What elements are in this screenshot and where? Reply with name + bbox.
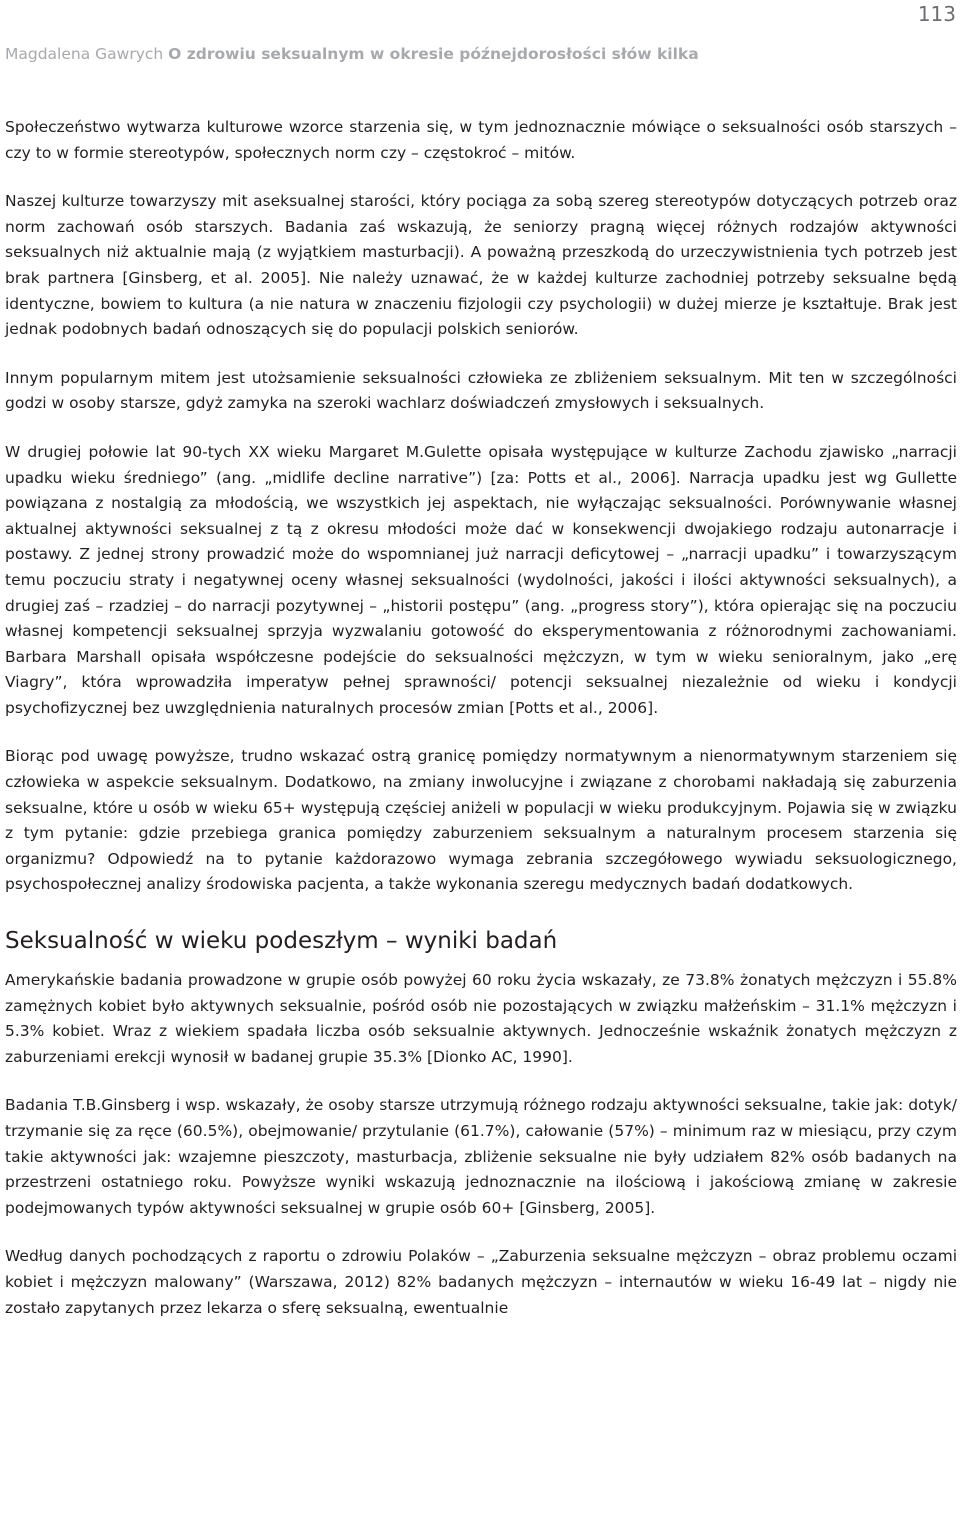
paragraph: W drugiej połowie lat 90-tych XX wieku Margaret M.Gulette opisała występujące w kulturze Zachodu zjawisko „narracji upadku wieku średniego” (ang. „midlife decline narrative”) [za: Potts et al., 2006]. Narracja upadku jest wg Gullette powiązana z nostalgią za młodością, we wszystkich jej aspektach, nie wyłączając seksualności. Porównywanie własnej aktualnej aktywności seksualnej z tą z okresu młodości może dać w konsekwencji dwojakiego rodzaju autonarracje i postawy. Z jednej strony prowadzić może do wspomnianej już narracji deficytowej – „narracji upadku” i towarzyszącym temu poczuciu straty i negatywnej oceny własnej seksualności (wydolności, jakości i ilości aktywności seksualnych), a drugiej zaś – rzadziej – do narracji pozytywnej – „historii postępu” (ang. „progress story”), która opierając się na poczuciu własnej kompetencji seksualnej sprzyja wyzwalaniu gotowość do eksperymentowania z różnorodnymi zachowaniami. Barbara Marshall opisała współczesne podejście do seksualności mężczyzn, w tym w wieku senioralnym, jako „erę Viagry”, która wprowadziła imperatyw pełnej sprawności/ potencji seksualnej niezależnie od wieku i kondycji psychofizycznej bez uwzględnienia naturalnych procesów zmian [Potts et al., 2006]. (5, 442, 957, 717)
section-heading: Seksualność w wieku podeszłym – wyniki badań (5, 928, 558, 955)
running-head-author: Magdalena Gawrych (5, 45, 169, 63)
running-head (5, 45, 699, 63)
body-text (5, 115, 957, 1344)
page-number: 113 (917, 2, 956, 26)
paragraph: Innym popularnym mitem jest utożsamienie seksualności człowieka ze zbliżeniem seksualnym. Mit ten w szczególności godzi w osoby starsze, gdyż zamyka na szeroki wachlarz doświadczeń zmysłowych i seksualnych. (5, 368, 957, 413)
paragraph: Społeczeństwo wytwarza kulturowe wzorce starzenia się, w tym jednoznacznie mówiące o seksualności osób starszych – czy to w formie stereotypów, społecznych norm czy – częstokroć – mitów. (5, 118, 957, 162)
paragraph: Według danych pochodzących z raportu o zdrowiu Polaków – „Zaburzenia seksualne mężczyzn – obraz problemu oczami kobiet i mężczyzn malowany” (Warszawa, 2012) 82% badanych mężczyzn – internautów w wieku 16-49 lat – nigdy nie zostało zapytanych przez lekarza o sferę seksualną, ewentualnie (5, 1247, 957, 1317)
running-head-title: O zdrowiu seksualnym w okresie późnejdorosłości słów kilka (168, 45, 699, 63)
paragraph: Amerykańskie badania prowadzone w grupie osób powyżej 60 roku życia wskazały, ze 73.8% żonatych mężczyzn i 55.8% zamężnych kobiet było aktywnych seksualnie, pośród osób nie pozostających w związku małżeńskim – 31.1% mężczyzn i 5.3% kobiet. Wraz z wiekiem spadała liczba osób seksualnie aktywnych. Jednocześnie wskaźnik żonatych mężczyzn z zaburzeniami erekcji wynosił w badanej grupie 35.3% [Dionko AC, 1990]. (5, 971, 957, 1066)
paragraph: Biorąc pod uwagę powyższe, trudno wskazać ostrą granicę pomiędzy normatywnym a nienormatywnym starzeniem się człowieka w aspekcie seksualnym. Dodatkowo, na zmiany inwolucyjne i związane z chorobami nakładają się zaburzenia seksualne, które u osób w wieku 65+ występują częściej aniżeli w populacji w wieku produkcyjnym. Pojawia się w związku z tym pytanie: gdzie przebiega granica pomiędzy zaburzeniem seksualnym a naturalnym procesem starzenia się organizmu? Odpowiedź na to pytanie każdorazowo wymaga zebrania szczegółowego wywiadu seksuologicznego, psychospołecznej analizy środowiska pacjenta, a także wykonania szeregu medycznych badań dodatkowych. (5, 747, 957, 894)
paragraph: Naszej kulturze towarzyszy mit aseksualnej starości, który pociąga za sobą szereg stereotypów dotyczących potrzeb oraz norm zachowań osób starszych. Badania zaś wskazują, że seniorzy pragną więcej różnych rodzajów aktywności seksualnych niż aktualnie mają (z wyjątkiem masturbacji). A poważną przeszkodą do urzeczywistnienia tych potrzeb jest brak partnera [Ginsberg, et al. 2005]. Nie należy uznawać, że w każdej kulturze zachodniej potrzeby seksualne będą identyczne, bowiem to kultura (a nie natura w znaczeniu fizjologii czy psychologii) w dużej mierze je kształtuje. Brak jest jednak podobnych badań odnoszących się do populacji polskich seniorów. (5, 192, 957, 339)
paragraph: Badania T.B.Ginsberg i wsp. wskazały, że osoby starsze utrzymują różnego rodzaju aktywności seksualne, takie jak: dotyk/ trzymanie się za ręce (60.5%), obejmowanie/ przytulanie (61.7%), całowanie (57%) – minimum raz w miesiącu, przy czym takie aktywności jak: wzajemne pieszczoty, masturbacja, zbliżenie seksualne nie były udziałem 82% osób badanych na przestrzeni ostatniego roku. Powyższe wyniki wskazują jednoznacznie na ilościową i jakościową zmianę w zakresie podejmowanych typów aktywności seksualnej w grupie osób 60+ [Ginsberg, 2005]. (5, 1096, 957, 1217)
